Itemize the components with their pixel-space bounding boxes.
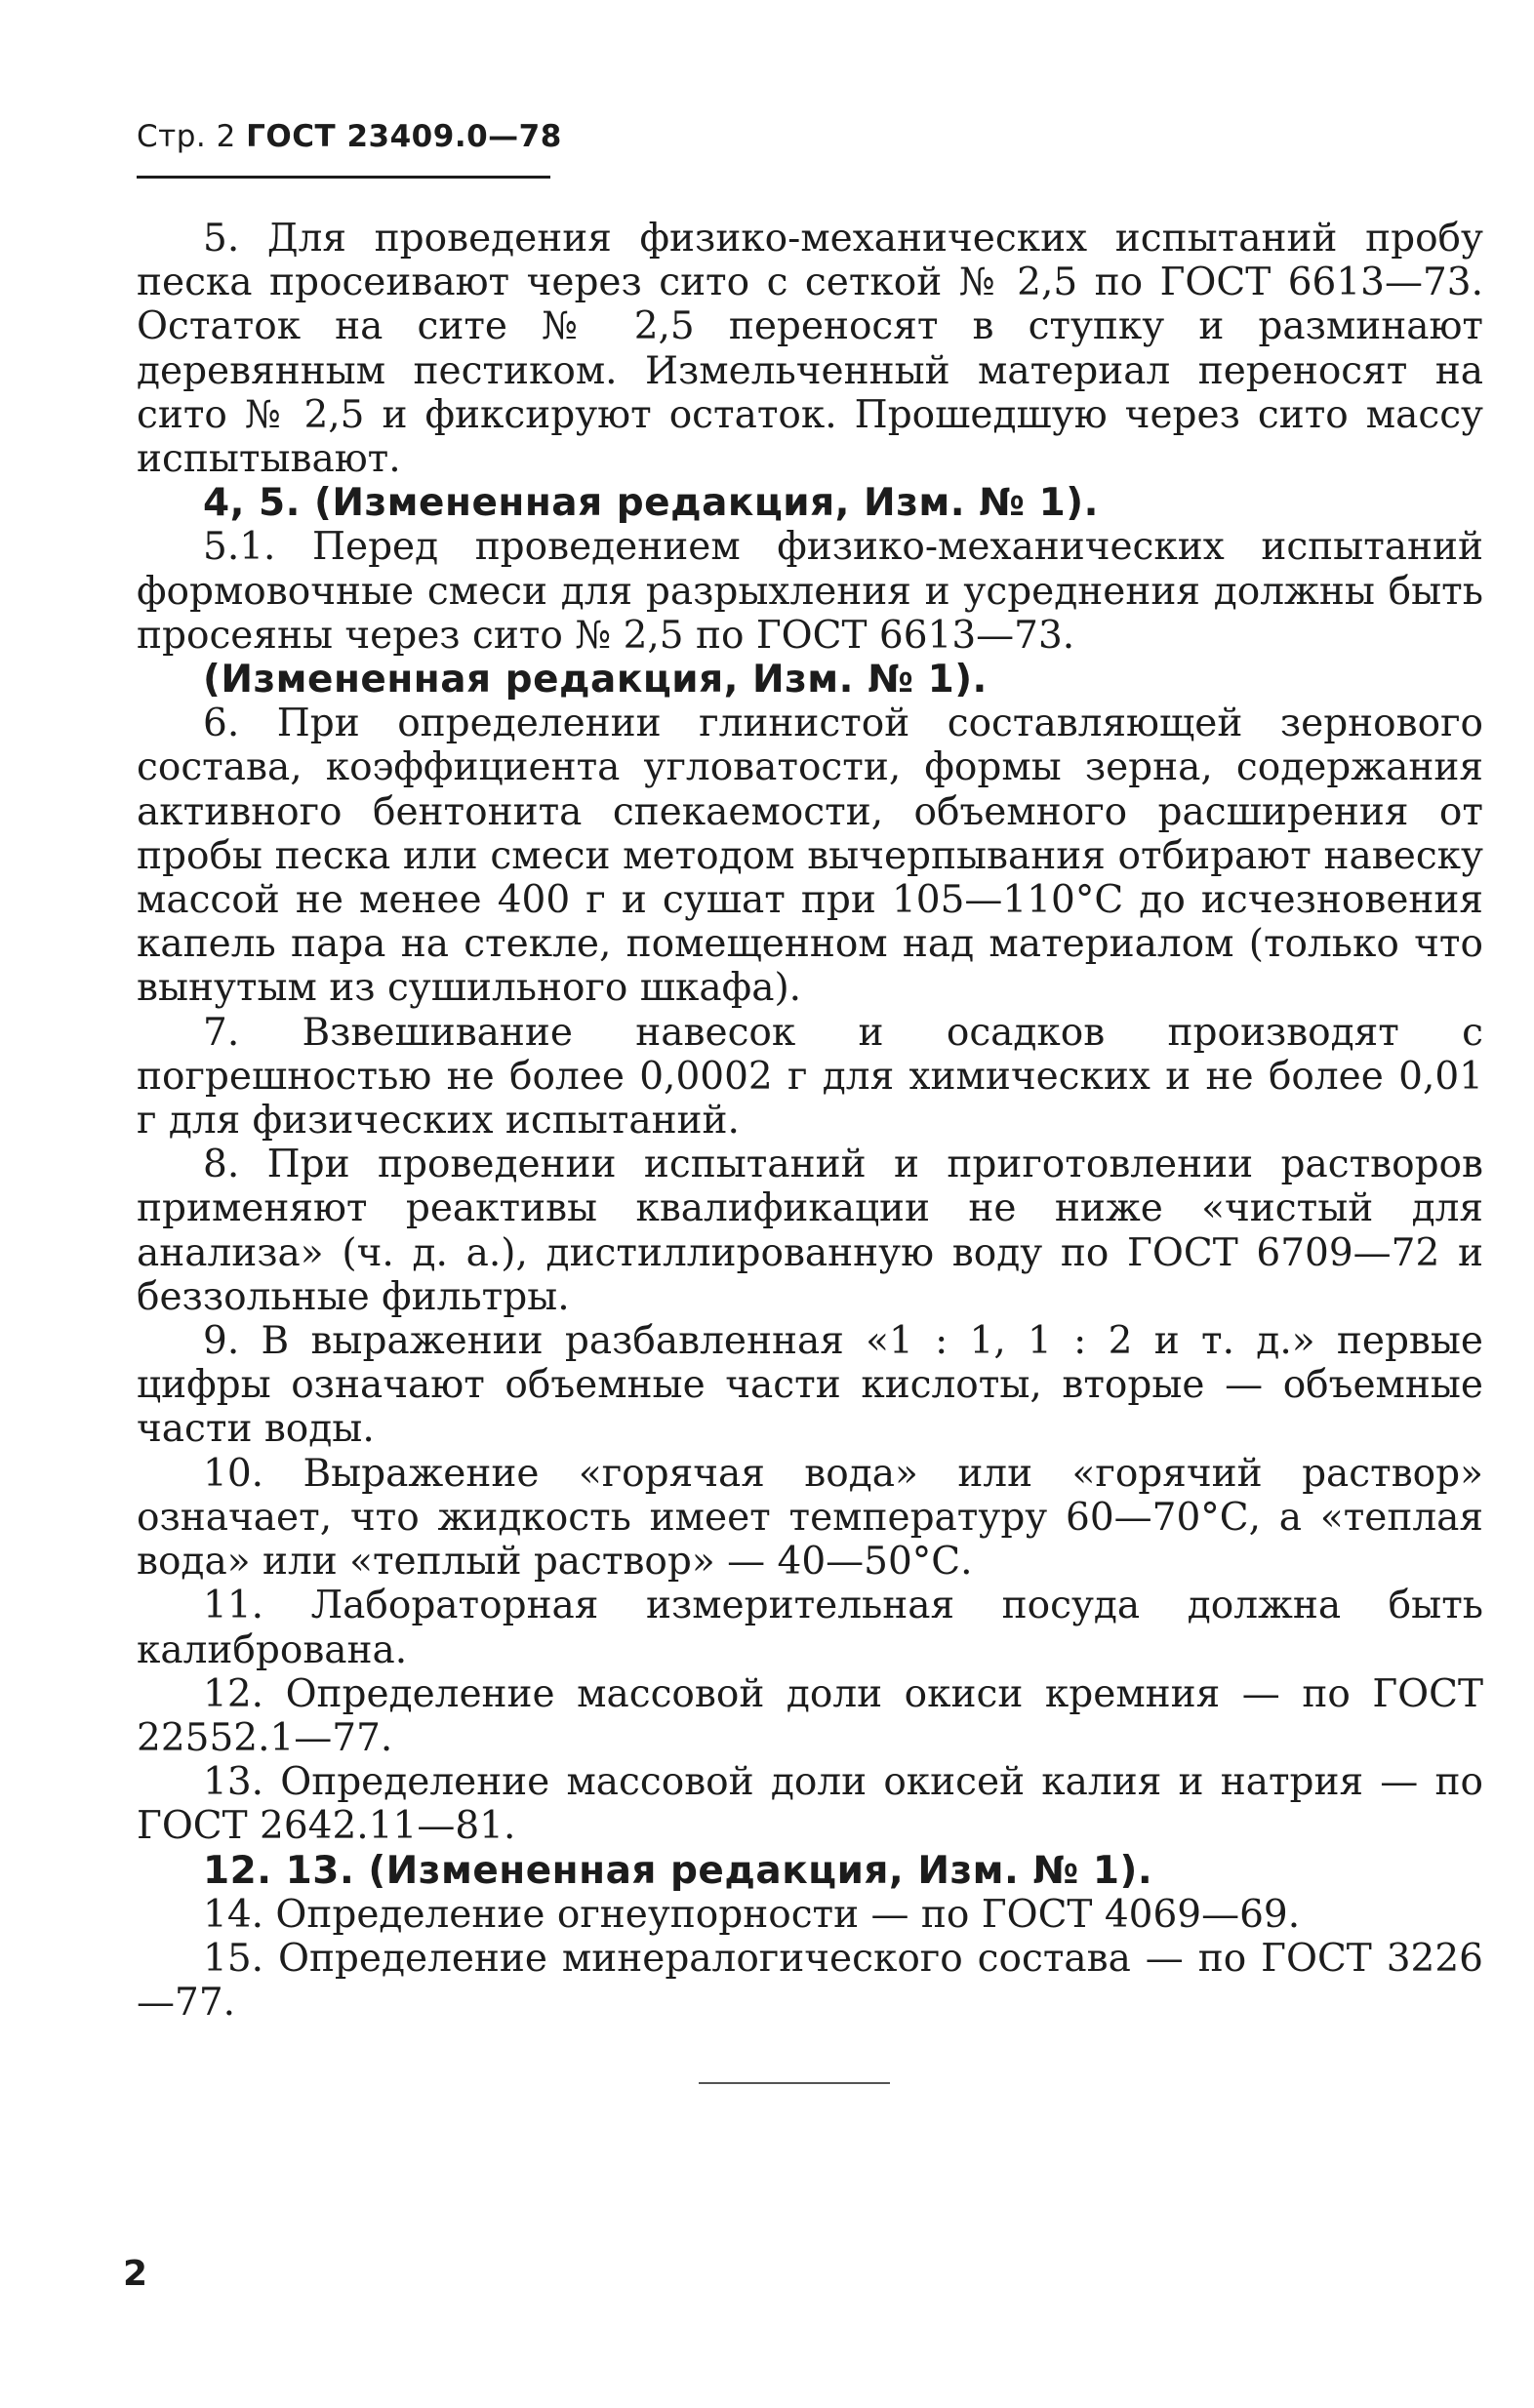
paragraph-11: 11. Лабораторная измерительная посуда должна быть калибрована.: [137, 1584, 1483, 1672]
paragraph-10: 10. Выражение «горячая вода» или «горячий раствор» означает, что жидкость имеет температуру 60—70°С, а «теплая вода» или «теплый раствор» — 40—50°С.: [137, 1451, 1483, 1585]
paragraph-9: 9. В выражении разбавленная «1 : 1, 1 : 2 и т. д.» первые цифры означают объемные части кислоты, вторые — объемные части воды.: [137, 1319, 1483, 1452]
page-number: 2: [123, 2254, 148, 2294]
paragraph-12: 12. Определение массовой доли окиси кремния — по ГОСТ 22552.1—77.: [137, 1671, 1483, 1760]
paragraph-6: 6. При определении глинистой составляющей зернового состава, коэффициента угловатости, формы зерна, содержания активного бентонита спекаемости, объемного расширения от пробы песка или смеси методом вычерпывания отбирают навеску массой не менее 400 г и сушат при 105—110°С до исчезновения капель пара на стекле, помещенном над материалом (только что вынутым из сушильного шкафа).: [137, 702, 1483, 1011]
header-rule: [137, 176, 550, 179]
paragraph-5: 5. Для проведения физико-механических испытаний пробу песка просеивают через сито с сеткой № 2,5 по ГОСТ 6613—73. Остаток на сите № 2,5 переносят в ступку и разминают деревянным пестиком. Измельченный материал переносят на сито № 2,5 и фиксируют остаток. Прошедшую через сито массу испытывают.: [137, 217, 1483, 482]
page-header: [137, 119, 562, 154]
amendment-note-12-13: 12. 13. (Измененная редакция, Изм. № 1).: [203, 1848, 1153, 1893]
end-of-text-rule: [699, 2082, 890, 2084]
document-body: [137, 217, 1483, 2025]
paragraph-14: 14. Определение огнеупорности — по ГОСТ 4069—69.: [203, 1892, 1301, 1937]
paragraph-8: 8. При проведении испытаний и приготовлении растворов применяют реактивы квалификации не ниже «чистый для анализа» (ч. д. а.), дистиллированную воду по ГОСТ 6709—72 и беззольные фильтры.: [137, 1143, 1483, 1319]
page-label: Стр. 2: [137, 119, 236, 154]
paragraph-5-1: 5.1. Перед проведением физико-механических испытаний формовочные смеси для разрыхления и усреднения должны быть просеяны через сито № 2,5 по ГОСТ 6613—73.: [137, 525, 1483, 658]
amendment-note-4-5: 4, 5. (Измененная редакция, Изм. № 1).: [203, 481, 1099, 526]
paragraph-7: 7. Взвешивание навесок и осадков производят с погрешностью не более 0,0002 г для химических и не более 0,01 г для физических испытаний.: [137, 1010, 1483, 1144]
paragraph-15: 15. Определение минералогического состава — по ГОСТ 3226—77.: [137, 1936, 1483, 2026]
amendment-note-5-1: (Измененная редакция, Изм. № 1).: [203, 658, 988, 702]
paragraph-13: 13. Определение массовой доли окисей калия и натрия — по ГОСТ 2642.11—81.: [137, 1760, 1483, 1849]
standard-number: ГОСТ 23409.0—78: [246, 119, 562, 154]
